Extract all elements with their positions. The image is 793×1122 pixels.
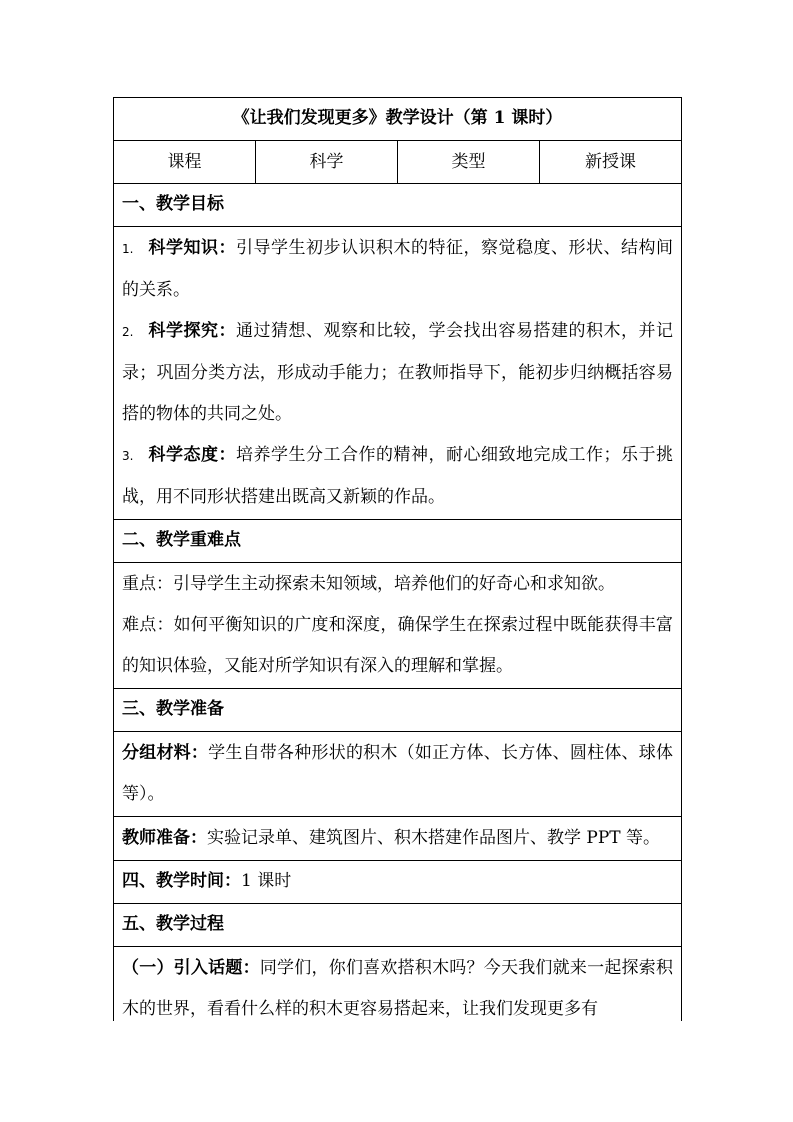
section-heading-time: 四、教学时间： (122, 871, 241, 891)
teaching-time-value: 1 课时 (241, 871, 292, 891)
lesson-plan-page (113, 97, 682, 1021)
course-value: 科学 (256, 141, 398, 184)
teacher-prep-para (122, 818, 673, 859)
group-materials-label: 分组材料： (122, 743, 209, 763)
objectives-row (114, 227, 682, 520)
objective-text: 通过猜想、观察和比较，学会找出容易搭建的积木，并记录；巩固分类方法，形成动手能力；在教师指导下，能初步归纳概括容易搭的物体的共同之处。 (122, 321, 673, 424)
teaching-time-cell (114, 861, 682, 904)
process-cell (114, 947, 682, 1022)
difficult-point-text: 难点：如何平衡知识的广度和深度，确保学生在探索过程中既能获得丰富的知识体验，又能对所学知识有深入的理解和掌握。 (122, 615, 673, 676)
objective-item (122, 435, 673, 518)
objective-item (122, 228, 673, 311)
process-row (114, 947, 682, 1022)
section-heading-preparation: 三、教学准备 (114, 689, 682, 732)
section-heading-objectives: 一、教学目标 (114, 184, 682, 227)
objective-item (122, 311, 673, 435)
section-heading-row (114, 520, 682, 563)
objective-label: 科学态度： (148, 445, 236, 465)
section-heading-row (114, 184, 682, 227)
teacher-prep-label: 教师准备： (122, 828, 207, 848)
group-materials-row (114, 732, 682, 817)
teacher-prep-cell (114, 817, 682, 861)
teacher-prep-row (114, 817, 682, 861)
course-label: 课程 (114, 141, 256, 184)
key-points-cell (114, 563, 682, 689)
objective-text: 培养学生分工合作的精神，耐心细致地完成工作；乐于挑战，用不同形状搭建出既高又新颖的作品。 (122, 445, 673, 507)
title-row (114, 98, 682, 141)
objectives-cell (114, 227, 682, 520)
teaching-time-row (114, 861, 682, 904)
key-points-row (114, 563, 682, 689)
document-title: 《让我们发现更多》教学设计（第 1 课时） (114, 98, 682, 141)
objective-label: 科学知识： (148, 238, 236, 258)
intro-para (122, 948, 673, 1021)
section-heading-row (114, 904, 682, 947)
teacher-prep-text: 实验记录单、建筑图片、积木搭建作品图片、教学 PPT 等。 (207, 828, 661, 848)
group-materials-text: 学生自带各种形状的积木（如正方体、长方体、圆柱体、球体等）。 (122, 743, 674, 804)
objective-label: 科学探究： (148, 321, 236, 341)
section-heading-key-points: 二、教学重难点 (114, 520, 682, 563)
section-heading-process: 五、教学过程 (114, 904, 682, 947)
group-materials-para (122, 733, 673, 815)
objective-number: 3. (122, 449, 134, 463)
intro-label: （一）引入话题： (122, 958, 260, 978)
meta-row (114, 141, 682, 184)
objective-number: 2. (122, 325, 134, 339)
objective-number: 1. (122, 242, 134, 256)
type-value: 新授课 (540, 141, 682, 184)
key-point-text: 重点：引导学生主动探索未知领域，培养他们的好奇心和求知欲。 (122, 574, 615, 594)
objective-text: 引导学生初步认识积木的特征，察觉稳度、形状、结构间的关系。 (122, 238, 673, 300)
type-label: 类型 (398, 141, 540, 184)
lesson-plan-table (113, 97, 682, 1021)
intro-text: 同学们，你们喜欢搭积木吗？今天我们就来一起探索积木的世界，看看什么样的积木更容易搭起来，让我们发现更多有 (122, 958, 674, 1019)
section-heading-row (114, 689, 682, 732)
group-materials-cell (114, 732, 682, 817)
